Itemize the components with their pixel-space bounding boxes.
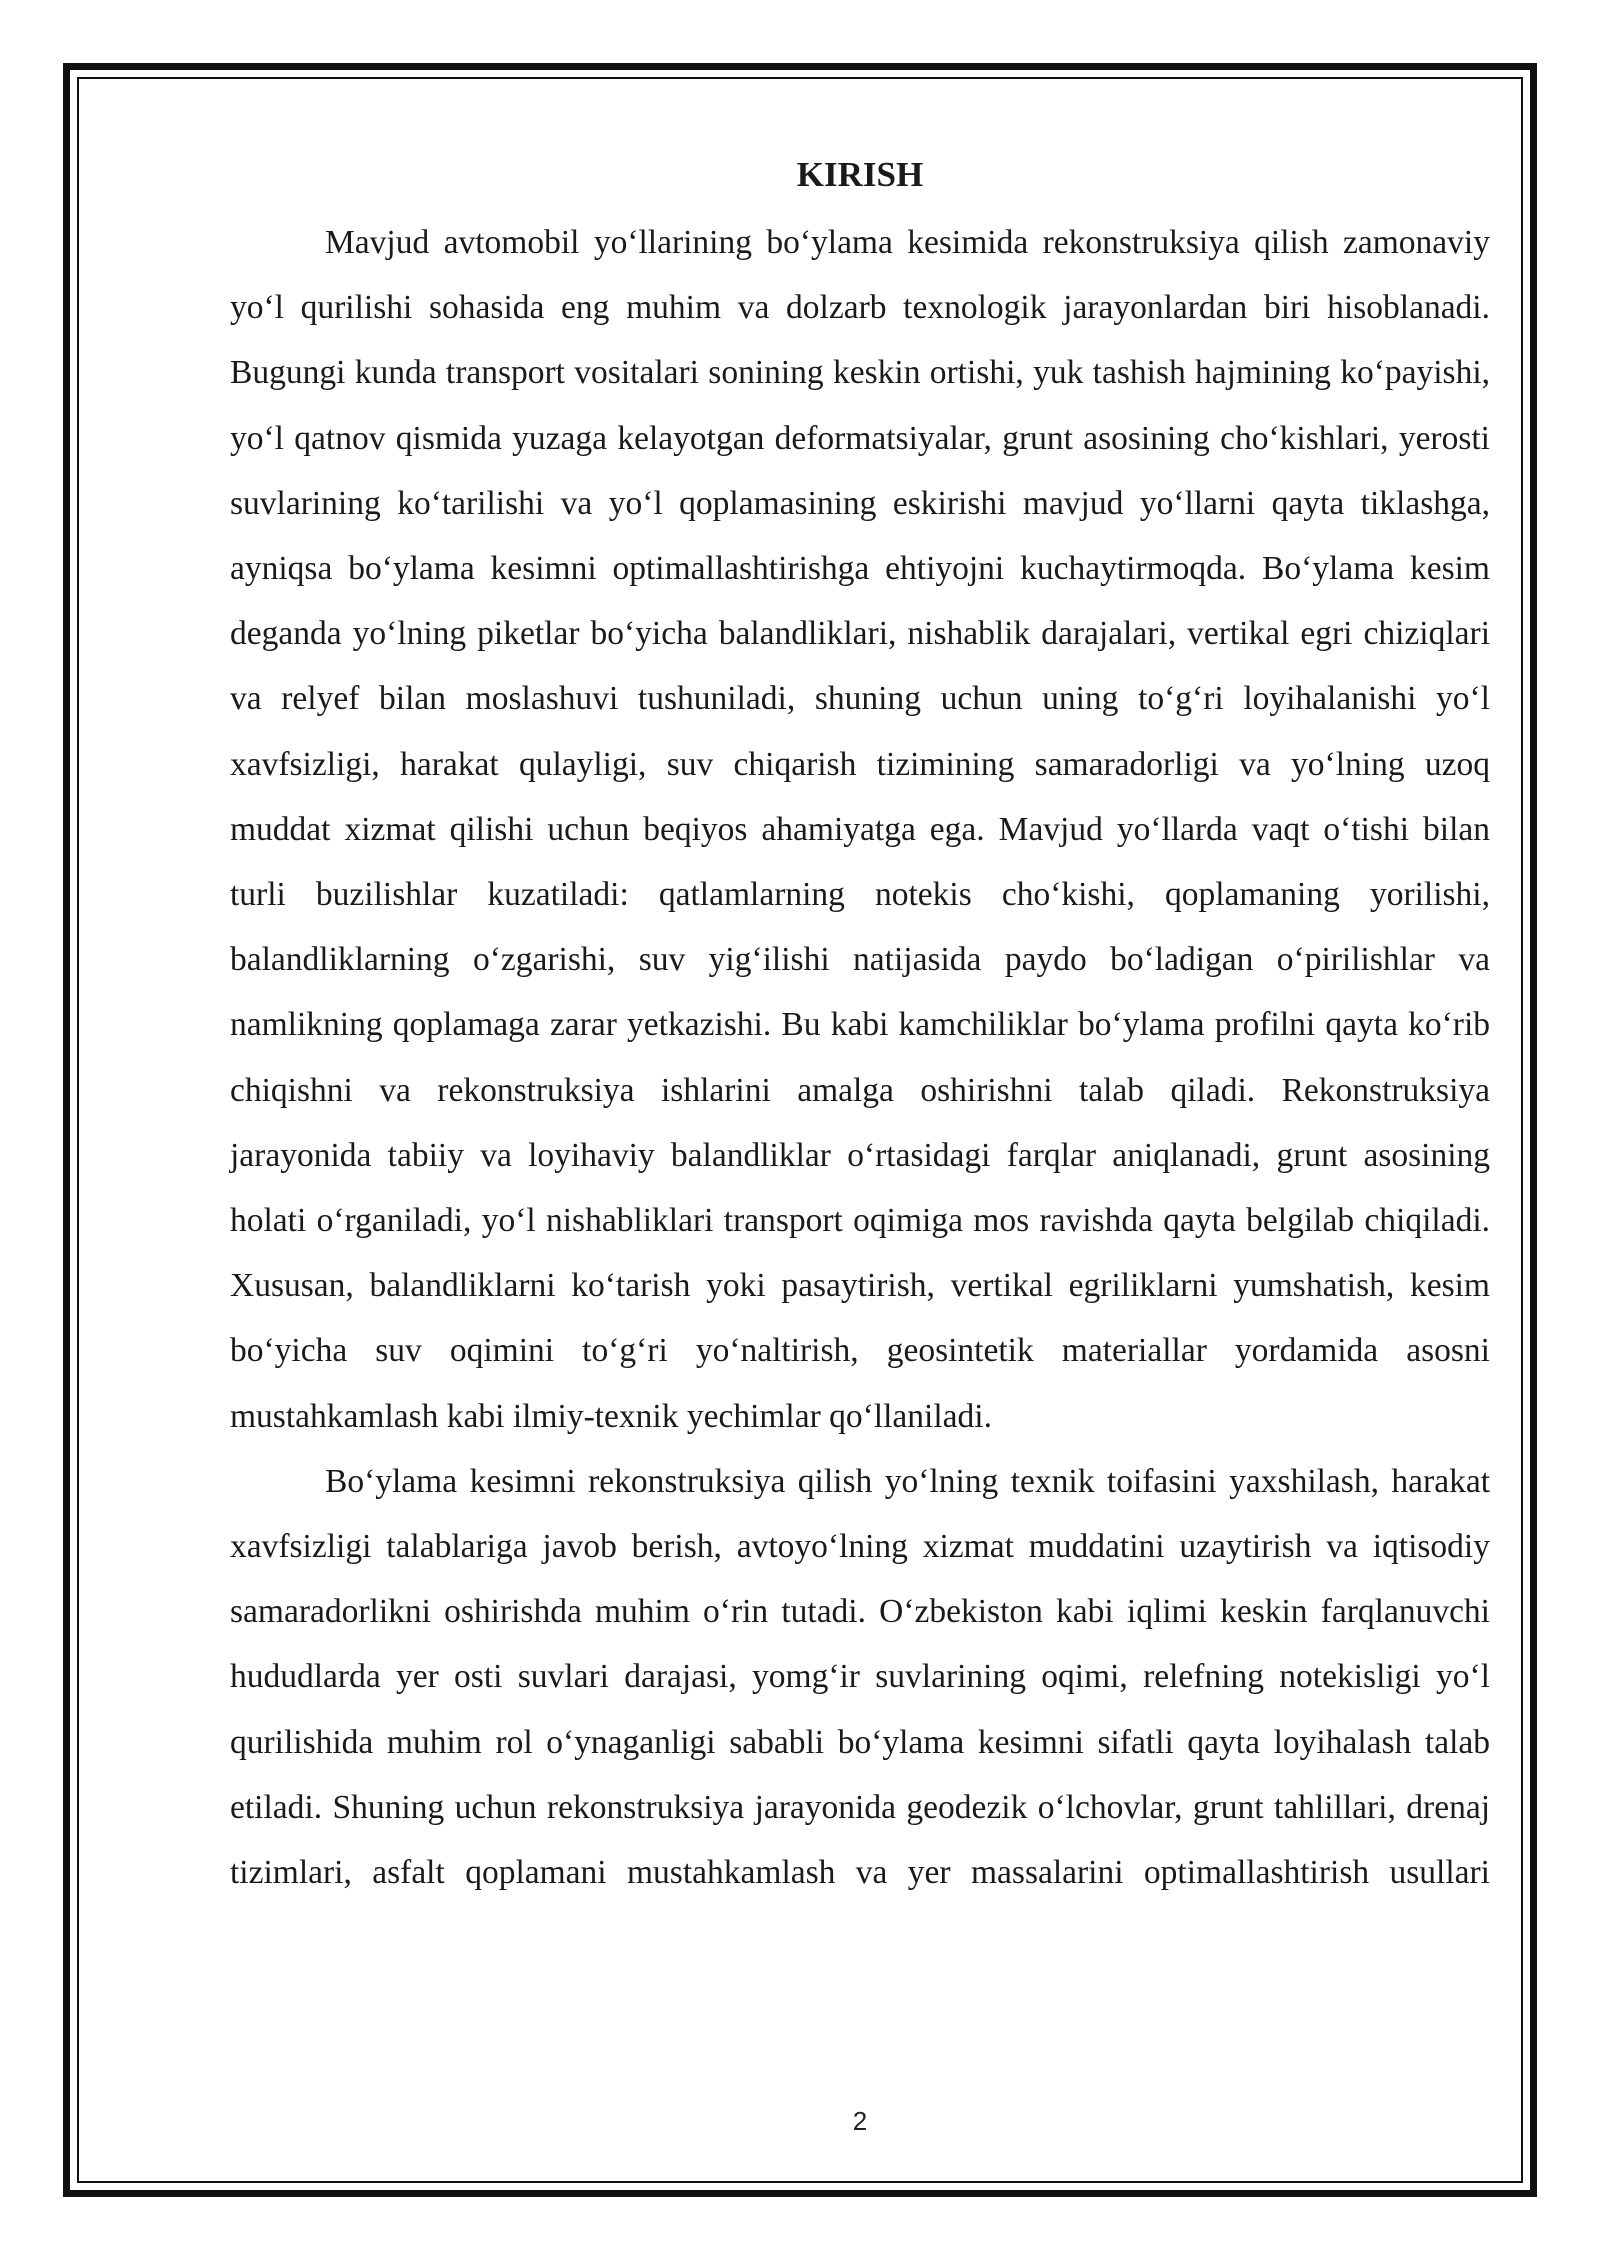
paragraph-1: Mavjud avtomobil yo‘llarining bo‘ylama kesimida rekonstruksiya qilish zamonaviy yo‘l qurilishi sohasida eng muhim va dolzarb texnologik jarayonlardan biri hisoblanadi. Bugungi kunda transport vositalari sonining keskin ortishi, yuk tashish hajmining ko‘payishi, yo‘l qatnov qismida yuzaga kelayotgan deformatsiyalar, grunt asosining cho‘kishlari, yerosti suvlarining ko‘tarilishi va yo‘l qoplamasining eskirishi mavjud yo‘llarni qayta tiklashga, ayniqsa bo‘ylama kesimni optimallashtirishga ehtiyojni kuchaytirmoqda. Bo‘ylama kesim deganda yo‘lning piketlar bo‘yicha balandliklari, nishablik darajalari, vertikal egri chiziqlari va relyef bilan moslashuvi tushuniladi, shuning uchun uning to‘g‘ri loyihalanishi yo‘l xavfsizligi, harakat qulayligi, suv chiqarish tizimining samaradorligi va yo‘lning uzoq muddat xizmat qilishi uchun beqiyos ahamiyatga ega. Mavjud yo‘llarda vaqt o‘tishi bilan turli buzilishlar kuzatiladi: qatlamlarning notekis cho‘kishi, qoplamaning yorilishi, balandliklarning o‘zgarishi, suv yig‘ilishi natijasida paydo bo‘ladigan o‘pirilishlar va namlikning qoplamaga zarar yetkazishi. Bu kabi kamchiliklar bo‘ylama profilni qayta ko‘rib chiqishni va rekonstruksiya ishlarini amalga oshirishni talab qiladi. Rekonstruksiya jarayonida tabiiy va loyihaviy balandliklar o‘rtasidagi farqlar aniqlanadi, grunt asosining holati o‘rganiladi, yo‘l nishabliklari transport oqimiga mos ravishda qayta belgilab chiqiladi. Xususan, balandliklarni ko‘tarish yoki pasaytirish, vertikal egriliklarni yumshatish, kesim bo‘yicha suv oqimini to‘g‘ri yo‘naltirish, geosintetik materiallar yordamida asosni mustahkamlash kabi ilmiy-texnik yechimlar qo‘llaniladi. — [230, 224, 1490, 1435]
section-heading: KIRISH — [796, 155, 924, 194]
page-number: 2 — [852, 2106, 868, 2136]
paragraph-2: Bo‘ylama kesimni rekonstruksiya qilish yo‘lning texnik toifasini yaxshilash, harakat xavfsizligi talablariga javob berish, avtoyo‘lning xizmat muddatini uzaytirish va iqtisodiy samaradorlikni oshirishda muhim o‘rin tutadi. O‘zbekiston kabi iqlimi keskin farqlanuvchi hududlarda yer osti suvlari darajasi, yomg‘ir suvlarining oqimi, relefning notekisligi yo‘l qurilishida muhim rol o‘ynaganligi sababli bo‘ylama kesimni sifatli qayta loyihalash talab etiladi. Shuning uchun rekonstruksiya jarayonida geodezik o‘lchovlar, grunt tahlillari, drenaj tizimlari, asfalt qoplamani mustahkamlash va yer massalarini optimallashtirish usullari — [230, 1462, 1490, 1892]
document-body — [230, 145, 1490, 1971]
